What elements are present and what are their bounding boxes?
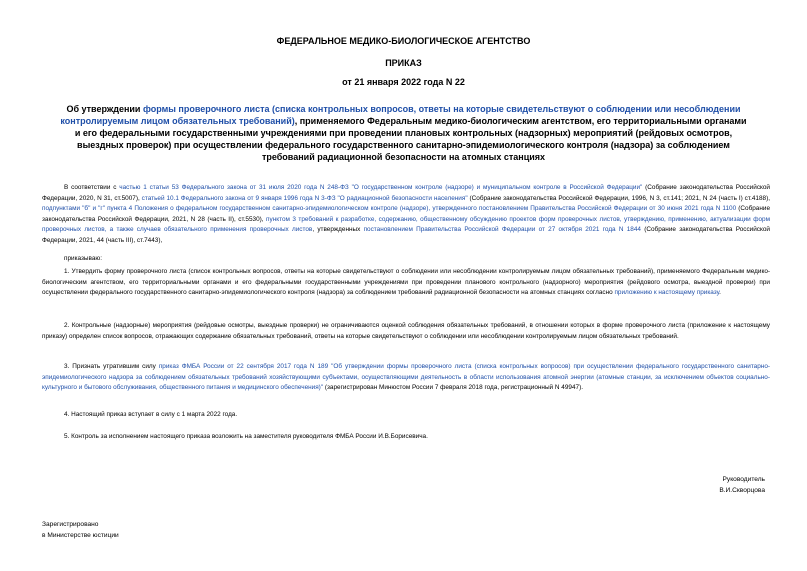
preamble-text: (Собрание законодательства Российской Федерации, 2020, N 31, ст.5007), [42, 184, 771, 202]
document-title [60, 103, 747, 163]
title-text-end: , применяемого Федеральным медико-биологическим агентством, его территориальными органами и его федеральными государственными учреждениями при проведении плановых контрольных (надзорных) мероприятий (рейдовых осмотров, выездных проверок) при осуществлении федерального государственного санитарно-эпидемиологического контроля (надзора) за соблюдением требований радиационной безопасности на атомных станциях [74, 116, 747, 162]
agency-name: ФЕДЕРАЛЬНОЕ МЕДИКО-БИОЛОГИЧЕСКОЕ АГЕНТСТВО [276, 36, 531, 46]
title-form-link[interactable]: формы проверочного листа (списка контрольных вопросов, ответы на которые свидетельствуют о соблюдении или несоблюдении контролируемым лицом обязательных требований) [60, 104, 741, 126]
item-4 [42, 410, 770, 421]
order-word [42, 254, 770, 265]
signature-block [719, 474, 765, 496]
preamble-text: , утвержденных [312, 226, 364, 233]
item-1 [42, 267, 770, 299]
signature-name: В.И.Скворцова [719, 487, 765, 494]
item-1-text: 1. Утвердить форму проверочного листа (список контрольных вопросов, ответы на которые свидетельствуют о соблюдении или несоблюдении контролируемым лицом обязательных требований), применяемого Федеральным медико-биологическим агентством, его территориальными органами и его федеральными государственными учреждениями при проведении планового контрольного (надзорного) мероприятия (рейдового осмотра, выездной проверки) при осуществлении федерального государственного санитарно-эпидемиологического контроля (надзора) за соблюдением требований радиационной безопасности на атомных станциях согласно [42, 268, 770, 296]
preamble-paragraph [42, 183, 770, 246]
item-2-text: 2. Контрольные (надзорные) мероприятия (рейдовые осмотры, выездные проверки) не ограничиваются оценкой соблюдения обязательных требований, в отношении которых в форме проверочного листа (приложение к настоящему приказу) определен список вопросов, отражающих содержание обязательных требований, ответы на которые свидетельствуют о соблюдении или несоблюдении контролируемым лицом обязательных требований. [42, 322, 770, 340]
document-date-number: от 21 января 2022 года N 22 [342, 77, 465, 87]
preamble-text: В соответствии с [64, 184, 120, 191]
item-4-text: 4. Настоящий приказ вступает в силу с 1 марта 2022 года. [64, 411, 238, 418]
law-3-link[interactable]: статьей 10.1 Федерального закона от 9 января 1996 года N 3-ФЗ "О радиационной безопасности населения" [141, 194, 468, 202]
requirements-link[interactable]: пунктом 3 требований к разработке, содержанию, общественному обсуждению проектов форм проверочных листов, утверждению, применению, актуализации форм проверочных листов, а также случаев обязательного применения проверочных листов [42, 215, 770, 233]
law-248-link[interactable]: частью 1 статьи 53 Федерального закона от 31 июля 2020 года N 248-ФЗ "О государственном контроле (надзоре) и муниципальном контроле в Российской Федерации" [119, 184, 643, 191]
preamble-text: (Собрание законодательства Российской Федерации, 2021, 44 (часть III), ст.7443), [42, 226, 770, 244]
registration-line-1: Зарегистрировано [42, 521, 99, 528]
regulation-1844-link[interactable]: постановлением Правительства Российской Федерации от 27 октября 2021 года N 1844 [363, 226, 641, 233]
item-3-text: 3. Признать утратившим силу [64, 363, 159, 370]
registration-line-2: в Министерстве юстиции [42, 532, 119, 539]
preamble-text: (Собрание законодательства Российской Федерации, 2021, N 28 (часть II), ст.5530), [42, 205, 771, 223]
order-189-link[interactable]: приказ ФМБА России от 22 сентября 2017 года N 189 "Об утверждении формы проверочного листа (списка контрольных вопросов) при осуществлении федерального государственного санитарно-эпидемиологического надзора за соблюдением обязательных требований хозяйствующими субъектами, осуществляющими деятельность в области использования атомной энергии (атомные станции, за исключением объектов социально-культурного и бытового обслуживания, общественного питания и медицинского обеспечения)" [42, 363, 770, 391]
order-word-text: приказываю: [64, 255, 102, 262]
item-5 [42, 432, 770, 443]
item-3 [42, 362, 770, 394]
title-text-start: Об утверждении [66, 104, 143, 114]
item-5-text: 5. Контроль за исполнением настоящего приказа возложить на заместителя руководителя ФМБА России И.В.Борисевича. [64, 433, 428, 440]
preamble-text: (Собрание законодательства Российской Федерации, 1996, N 3, ст.141; 2021, N 24 (часть I) ст.4188), [467, 194, 770, 202]
signature-role: Руководитель [722, 476, 765, 483]
item-1-end: . [719, 289, 721, 296]
item-2 [42, 321, 770, 342]
appendix-link[interactable]: приложению к настоящему приказу [614, 289, 720, 296]
registration-block [42, 519, 119, 541]
document-type: ПРИКАЗ [385, 58, 422, 68]
item-3-end: (зарегистрирован Минюстом России 7 февраля 2018 года, регистрационный N 49947). [323, 384, 583, 391]
regulation-1100-link[interactable]: подпунктами "б" и "г" пункта 4 Положения о федеральном государственном санитарно-эпидемиологическом контроле (надзоре), утвержденного постановлением Правительства Российской Федерации от 30 июня 2021 года N 1100 [42, 205, 737, 212]
